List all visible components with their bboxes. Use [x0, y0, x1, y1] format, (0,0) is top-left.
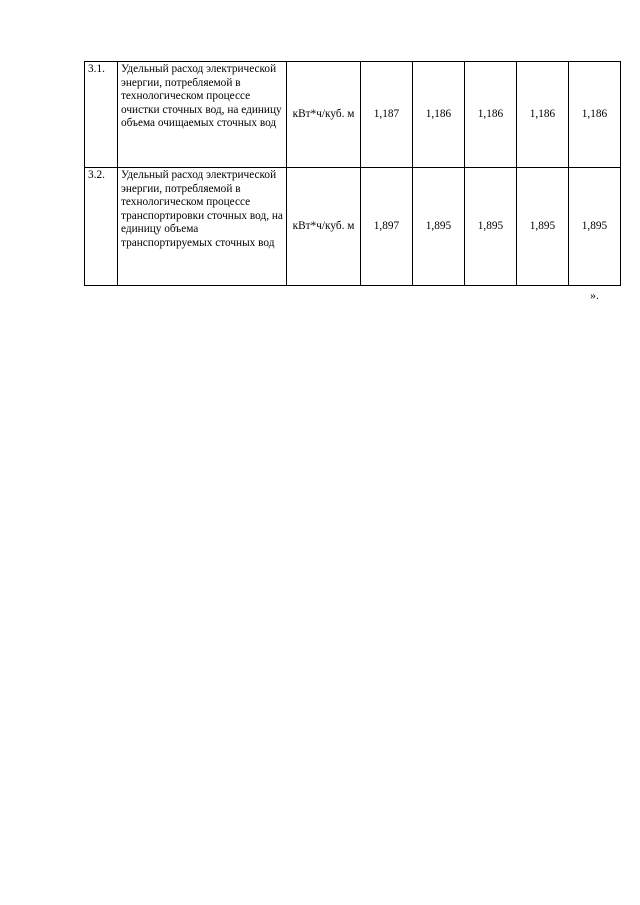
table-row	[85, 62, 621, 168]
unit-cell: кВт*ч/куб. м	[287, 62, 361, 168]
value-cell: 1,186	[413, 62, 465, 168]
value-cell: 1,895	[413, 168, 465, 286]
value-cell: 1,897	[361, 168, 413, 286]
indicator-name: Удельный расход электрической энергии, потребляемой в технологическом процессе транспортировки сточных вод, на единицу объема транспортируемых сточных вод	[118, 168, 287, 286]
row-number: 3.2.	[85, 168, 118, 286]
value-cell: 1,186	[569, 62, 621, 168]
value-cell: 1,186	[517, 62, 569, 168]
indicators-table	[84, 61, 621, 286]
unit-cell: кВт*ч/куб. м	[287, 168, 361, 286]
table-row	[85, 168, 621, 286]
value-cell: 1,187	[361, 62, 413, 168]
value-cell: 1,895	[465, 168, 517, 286]
value-cell: 1,895	[517, 168, 569, 286]
value-cell: 1,895	[569, 168, 621, 286]
closing-quote-mark: ».	[590, 288, 599, 302]
indicator-name: Удельный расход электрической энергии, потребляемой в технологическом процессе очистки сточных вод, на единицу объема очищаемых сточных вод	[118, 62, 287, 168]
value-cell: 1,186	[465, 62, 517, 168]
row-number: 3.1.	[85, 62, 118, 168]
